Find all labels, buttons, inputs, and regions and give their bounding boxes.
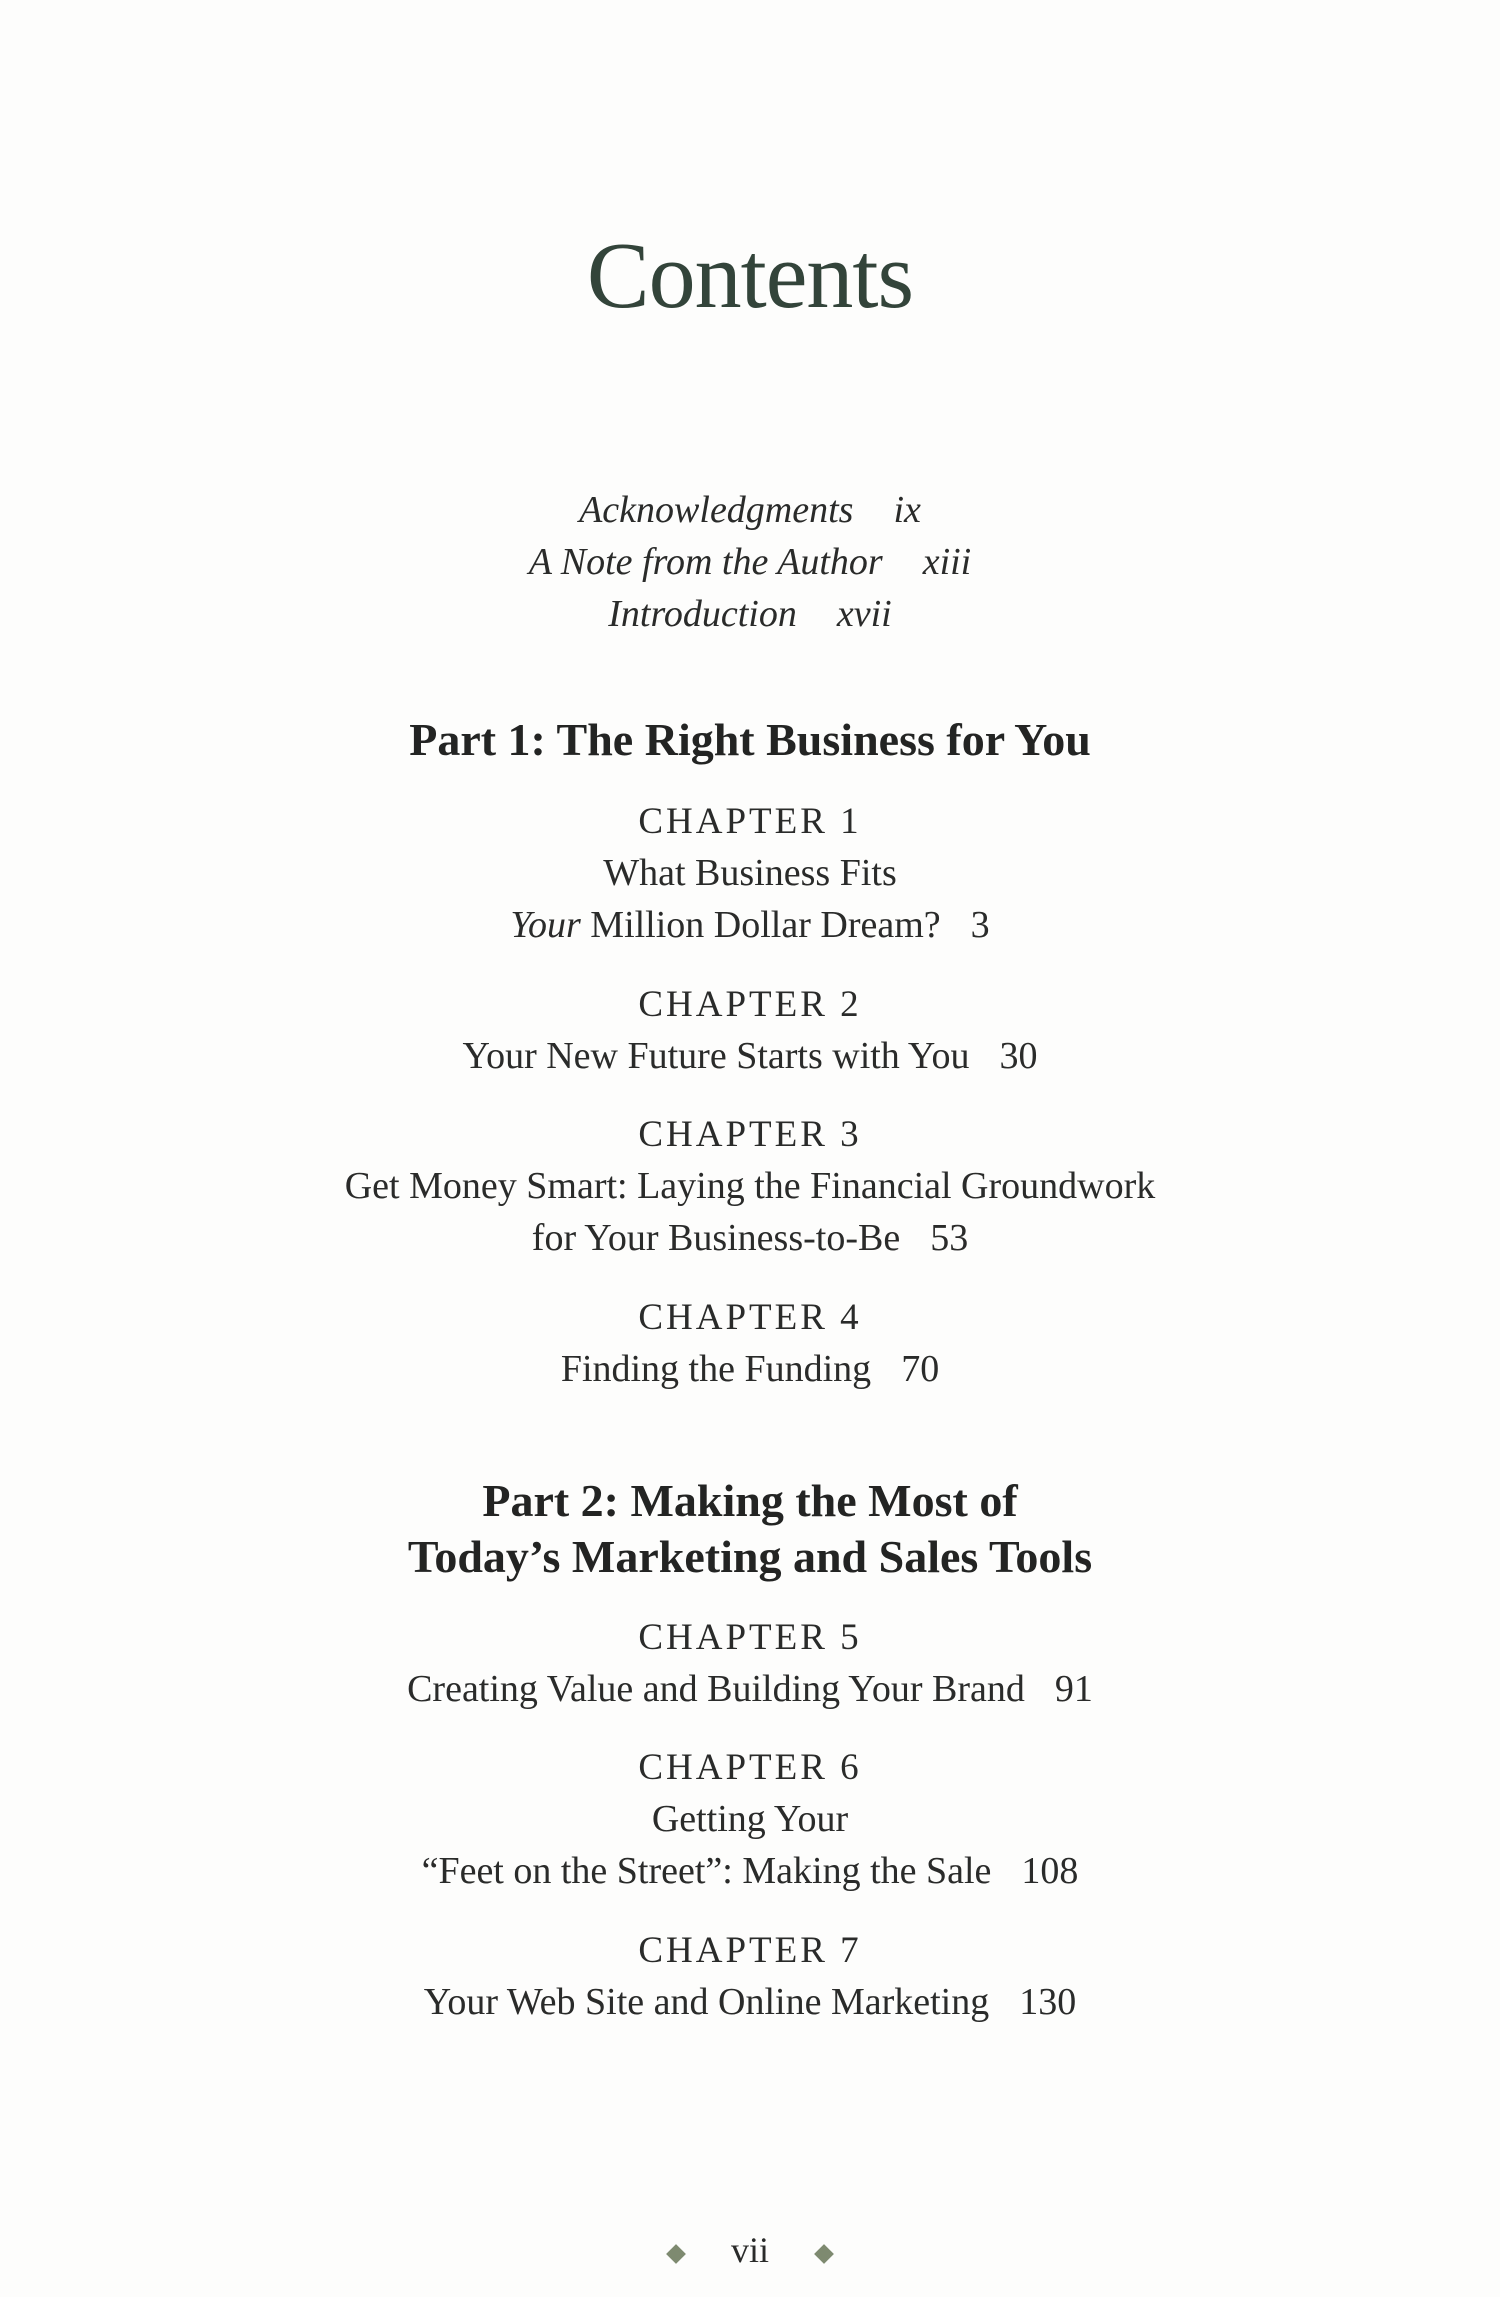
chapter-title-text: Creating Value and Building Your Brand (407, 1668, 1025, 1710)
chapter-3-entry[interactable] (0, 1110, 1500, 1264)
entry-page: ix (893, 489, 921, 531)
chapter-label: CHAPTER 5 (638, 1617, 862, 1658)
front-matter-list (0, 484, 1500, 640)
chapter-title-text: Your Web Site and Online Marketing (423, 1981, 990, 2023)
diamond-ornament-icon (666, 2244, 686, 2264)
entry-page: 130 (1019, 1981, 1077, 2023)
entry-label: Acknowledgments (579, 489, 854, 531)
chapter-title-text: Finding the Funding (560, 1348, 872, 1390)
entry-page: 108 (1021, 1850, 1079, 1892)
chapter-title-line (0, 1663, 1500, 1715)
entry-page: 91 (1054, 1668, 1093, 1710)
chapter-label: CHAPTER 6 (638, 1747, 862, 1788)
chapter-6-entry[interactable] (0, 1743, 1500, 1897)
chapter-title-line: What Business Fits (603, 852, 897, 894)
entry-page: 53 (930, 1217, 969, 1259)
page-title: Contents (586, 224, 914, 328)
front-matter-item-introduction[interactable] (0, 588, 1500, 640)
chapter-title-text: for Your Business-to-Be (531, 1217, 901, 1259)
folio-number: vii (730, 2230, 769, 2270)
chapter-label: CHAPTER 2 (638, 984, 862, 1025)
chapter-4-entry[interactable] (0, 1293, 1500, 1395)
page-folio (0, 2228, 1500, 2272)
chapter-label: CHAPTER 7 (638, 1930, 862, 1971)
chapter-title-line (0, 1030, 1500, 1082)
chapter-title-line (0, 899, 1500, 951)
part-2-heading (0, 1473, 1500, 1585)
chapter-title-text: Your New Future Starts with You (462, 1035, 970, 1077)
chapter-title-text: Million Dollar Dream? (580, 904, 941, 946)
part-heading-line: Part 1: The Right Business for You (409, 714, 1091, 765)
chapter-title-line (0, 1845, 1500, 1897)
front-matter-item-acknowledgments[interactable] (0, 484, 1500, 536)
entry-label: A Note from the Author (528, 541, 883, 583)
chapter-label: CHAPTER 3 (638, 1114, 862, 1155)
chapter-1-entry[interactable] (0, 797, 1500, 951)
chapter-title-emphasis: Your (510, 904, 581, 946)
chapter-2-entry[interactable] (0, 980, 1500, 1082)
part-heading-line: Part 2: Making the Most of (482, 1475, 1018, 1526)
chapter-title-line: Getting Your (651, 1798, 849, 1840)
part-1-heading (0, 712, 1500, 768)
entry-page: 3 (970, 904, 990, 946)
chapter-title-line (0, 1976, 1500, 2028)
part-heading-line: Today’s Marketing and Sales Tools (407, 1531, 1093, 1582)
entry-page: xvii (836, 593, 892, 635)
chapter-label: CHAPTER 4 (638, 1297, 862, 1338)
front-matter-item-note[interactable] (0, 536, 1500, 588)
entry-label: Introduction (608, 593, 797, 635)
chapter-title-text: “Feet on the Street”: Making the Sale (421, 1850, 992, 1892)
chapter-title-line: Get Money Smart: Laying the Financial Groundwork (344, 1165, 1156, 1207)
entry-page: 30 (999, 1035, 1038, 1077)
entry-page: xiii (922, 541, 972, 583)
chapter-7-entry[interactable] (0, 1926, 1500, 2028)
chapter-title-line (0, 1212, 1500, 1264)
diamond-ornament-icon (814, 2244, 834, 2264)
chapter-title-line (0, 1343, 1500, 1395)
chapter-5-entry[interactable] (0, 1613, 1500, 1715)
entry-page: 70 (901, 1348, 940, 1390)
chapter-label: CHAPTER 1 (638, 801, 862, 842)
